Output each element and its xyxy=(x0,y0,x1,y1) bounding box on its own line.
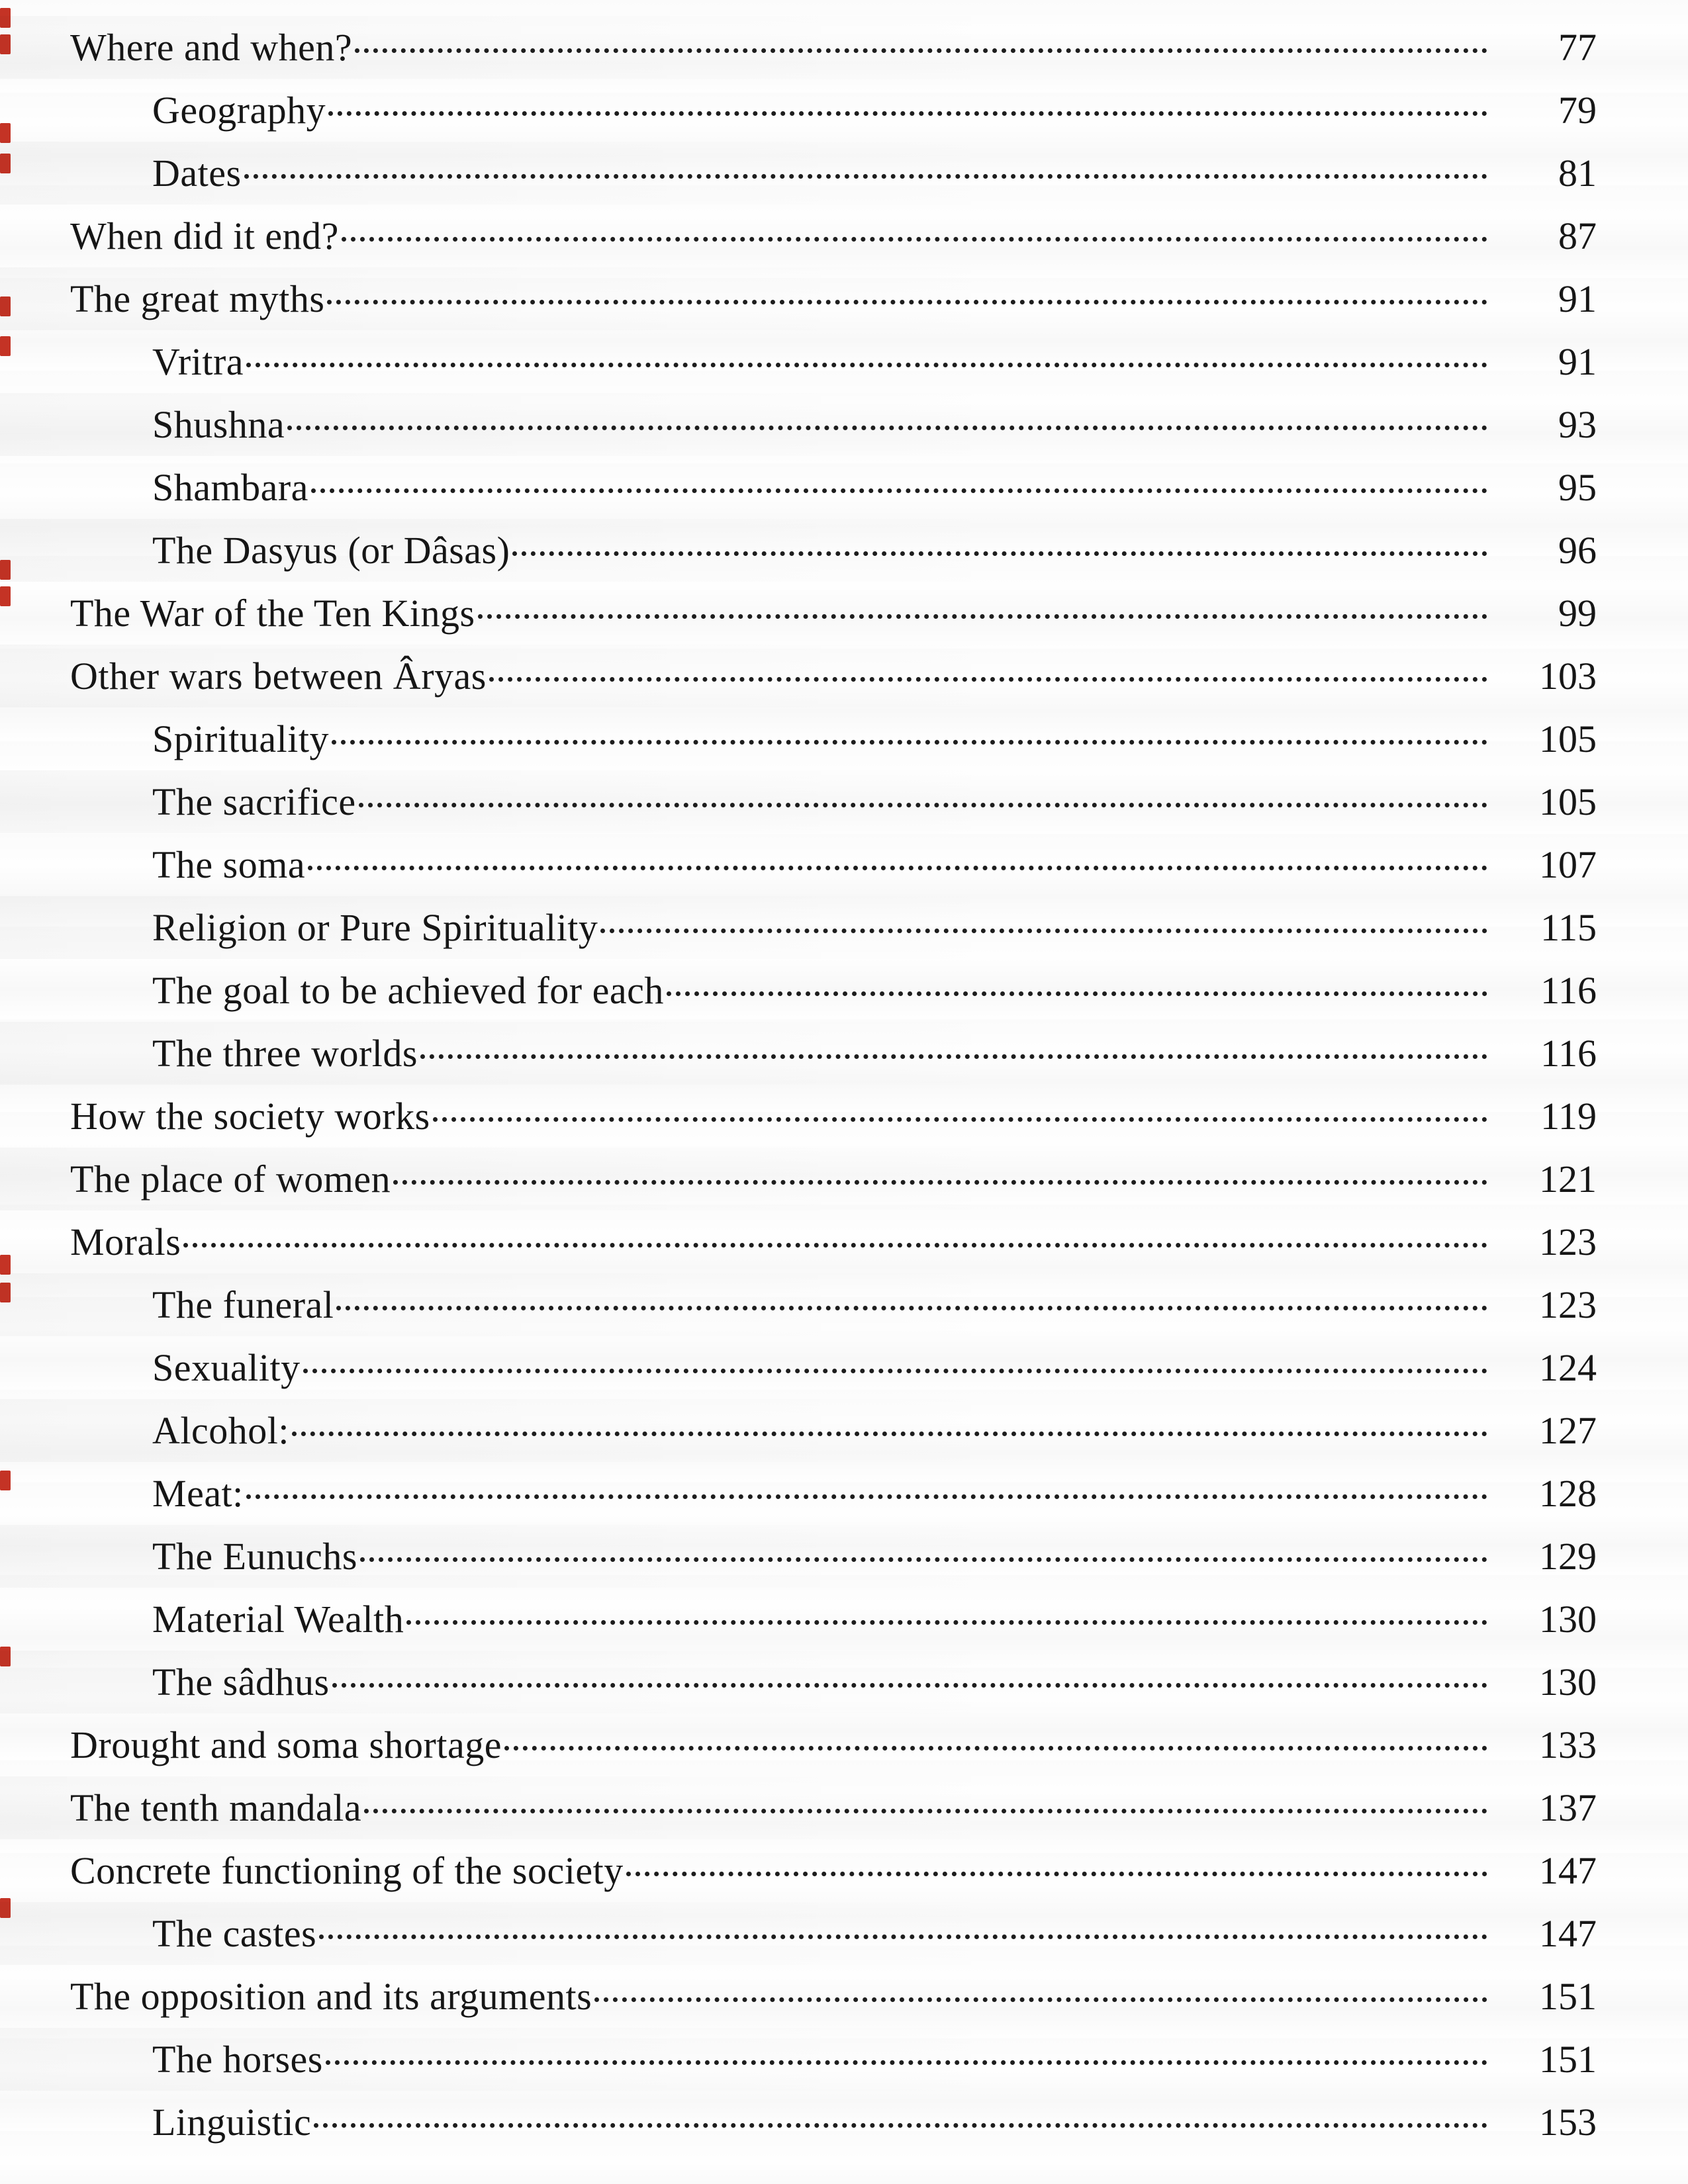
dot-leader xyxy=(311,488,1487,493)
dot-leader xyxy=(489,677,1487,682)
toc-entry-title: The great myths xyxy=(70,277,325,320)
toc-entry-title: Meat: xyxy=(152,1472,244,1515)
toc-entry-title: When did it end? xyxy=(70,214,339,257)
dot-leader xyxy=(600,929,1487,933)
toc-entry xyxy=(0,582,1688,645)
toc-entry-title: The opposition and its arguments xyxy=(70,1975,592,2018)
toc-entry xyxy=(0,1462,1688,1525)
toc-entry-title: The castes xyxy=(152,1912,317,1955)
toc-entry-page-number: 130 xyxy=(1539,1661,1597,1704)
toc-entry-title: Dates xyxy=(152,152,242,195)
toc-entry-title: The goal to be achieved for each xyxy=(152,969,664,1012)
toc-entry-page-number: 116 xyxy=(1540,969,1597,1012)
toc-entry-title: Alcohol: xyxy=(152,1409,289,1452)
toc-entry-title: The Eunuchs xyxy=(152,1535,357,1578)
toc-entry xyxy=(0,833,1688,896)
toc-entry-page-number: 93 xyxy=(1558,403,1597,446)
toc-entry-page-number: 95 xyxy=(1558,466,1597,509)
toc-entry xyxy=(0,1525,1688,1588)
dot-leader xyxy=(319,1934,1487,1939)
toc-entry xyxy=(0,16,1688,79)
dot-leader xyxy=(406,1620,1487,1625)
dot-leader xyxy=(332,1683,1487,1688)
toc-entry xyxy=(0,1839,1688,1902)
toc-entry xyxy=(0,79,1688,142)
dot-leader xyxy=(328,111,1487,116)
toc-entry xyxy=(0,1336,1688,1399)
toc-entry-title: Spirituality xyxy=(152,717,329,760)
toc-entry xyxy=(0,1965,1688,2028)
dot-leader xyxy=(287,426,1487,430)
toc-entry-title: Other wars between Âryas xyxy=(70,655,487,698)
toc-entry-title: Morals xyxy=(70,1220,181,1263)
toc-entry-page-number: 124 xyxy=(1539,1346,1597,1389)
toc-entry-page-number: 129 xyxy=(1539,1535,1597,1578)
dot-leader xyxy=(360,1557,1487,1562)
toc-entry-page-number: 115 xyxy=(1540,906,1597,949)
toc-entry-title: The Dasyus (or Dâsas) xyxy=(152,529,510,572)
toc-entry-title: Vritra xyxy=(152,340,244,383)
toc-entry xyxy=(0,1273,1688,1336)
toc-entry-page-number: 77 xyxy=(1558,26,1597,69)
toc-entry xyxy=(0,770,1688,833)
toc-entry-page-number: 91 xyxy=(1558,340,1597,383)
dot-leader xyxy=(292,1432,1487,1436)
dot-leader xyxy=(183,1243,1487,1248)
toc-entry xyxy=(0,267,1688,330)
toc-entry-title: Drought and soma shortage xyxy=(70,1723,502,1766)
toc-entry-title: Sexuality xyxy=(152,1346,301,1389)
dot-leader xyxy=(667,991,1487,996)
toc-entry-title: Material Wealth xyxy=(152,1598,404,1641)
dot-leader xyxy=(393,1180,1487,1185)
dot-leader xyxy=(246,1494,1487,1499)
dot-leader xyxy=(594,1997,1487,2002)
toc-entry xyxy=(0,1022,1688,1085)
toc-entry-title: How the society works xyxy=(70,1095,430,1138)
toc-entry-title: Shushna xyxy=(152,403,285,446)
dot-leader xyxy=(303,1369,1487,1373)
toc-entry-title: Where and when? xyxy=(70,26,353,69)
toc-entry xyxy=(0,330,1688,393)
dot-leader xyxy=(355,48,1487,53)
toc-entry xyxy=(0,645,1688,707)
toc-entry-page-number: 99 xyxy=(1558,592,1597,635)
dot-leader xyxy=(327,300,1487,304)
toc-entry-page-number: 127 xyxy=(1539,1409,1597,1452)
dot-leader xyxy=(308,866,1487,870)
dot-leader xyxy=(332,740,1487,745)
toc-entry xyxy=(0,707,1688,770)
toc-entry-title: Shambara xyxy=(152,466,308,509)
dot-leader xyxy=(478,614,1487,619)
toc-entry-title: The sâdhus xyxy=(152,1661,330,1704)
dot-leader xyxy=(342,237,1487,242)
toc-entry-page-number: 96 xyxy=(1558,529,1597,572)
toc-entry xyxy=(0,456,1688,519)
toc-entry xyxy=(0,1776,1688,1839)
toc-entry-title: The sacrifice xyxy=(152,780,356,823)
toc-entry xyxy=(0,205,1688,267)
dot-leader xyxy=(504,1746,1487,1751)
dot-leader xyxy=(244,174,1487,179)
toc-entry xyxy=(0,1148,1688,1210)
toc-entry-title: The three worlds xyxy=(152,1032,418,1075)
dot-leader xyxy=(433,1117,1487,1122)
toc-entry-page-number: 151 xyxy=(1539,2038,1597,2081)
dot-leader xyxy=(420,1054,1487,1059)
toc-entry-page-number: 87 xyxy=(1558,214,1597,257)
toc-entry xyxy=(0,142,1688,205)
toc-entry-page-number: 105 xyxy=(1539,717,1597,760)
toc-entry xyxy=(0,1713,1688,1776)
toc-entry-title: Linguistic xyxy=(152,2101,312,2144)
toc-entry xyxy=(0,519,1688,582)
toc-entry xyxy=(0,959,1688,1022)
toc-entry xyxy=(0,393,1688,456)
dot-leader xyxy=(246,363,1487,367)
toc-entry-title: The War of the Ten Kings xyxy=(70,592,475,635)
dot-leader xyxy=(326,2060,1487,2065)
toc-entry-title: Geography xyxy=(152,89,326,132)
toc-entry-title: The place of women xyxy=(70,1158,391,1201)
dot-leader xyxy=(336,1306,1487,1310)
dot-leader xyxy=(364,1809,1487,1813)
toc-entry-page-number: 147 xyxy=(1539,1912,1597,1955)
toc-entry-page-number: 121 xyxy=(1539,1158,1597,1201)
toc-entry xyxy=(0,896,1688,959)
toc-entry xyxy=(0,1588,1688,1651)
toc-entry-page-number: 116 xyxy=(1540,1032,1597,1075)
toc-entry xyxy=(0,1085,1688,1148)
toc-entry-page-number: 151 xyxy=(1539,1975,1597,2018)
toc-entry-page-number: 91 xyxy=(1558,277,1597,320)
dot-leader xyxy=(512,551,1487,556)
toc-entry xyxy=(0,1210,1688,1273)
toc-entry-title: The horses xyxy=(152,2038,323,2081)
dot-leader xyxy=(359,803,1487,807)
toc-entry-page-number: 119 xyxy=(1540,1095,1597,1138)
toc-entry-page-number: 137 xyxy=(1539,1786,1597,1829)
dot-leader xyxy=(314,2123,1487,2128)
toc-entry-title: The soma xyxy=(152,843,306,886)
table-of-contents xyxy=(0,16,1688,2154)
toc-entry xyxy=(0,1651,1688,1713)
toc-entry-page-number: 147 xyxy=(1539,1849,1597,1892)
toc-entry-page-number: 105 xyxy=(1539,780,1597,823)
toc-entry xyxy=(0,2028,1688,2091)
toc-entry xyxy=(0,1399,1688,1462)
toc-entry-page-number: 153 xyxy=(1539,2101,1597,2144)
toc-entry-page-number: 107 xyxy=(1539,843,1597,886)
toc-entry-page-number: 123 xyxy=(1539,1220,1597,1263)
toc-entry-title: Religion or Pure Spirituality xyxy=(152,906,598,949)
toc-entry-page-number: 103 xyxy=(1539,655,1597,698)
dot-leader xyxy=(626,1872,1487,1876)
toc-entry-title: Concrete functioning of the society xyxy=(70,1849,624,1892)
toc-entry-page-number: 81 xyxy=(1558,152,1597,195)
toc-entry-page-number: 133 xyxy=(1539,1723,1597,1766)
toc-entry-page-number: 130 xyxy=(1539,1598,1597,1641)
toc-entry-title: The funeral xyxy=(152,1283,334,1326)
toc-entry xyxy=(0,1902,1688,1965)
toc-entry-page-number: 128 xyxy=(1539,1472,1597,1515)
toc-entry xyxy=(0,2091,1688,2154)
toc-entry-title: The tenth mandala xyxy=(70,1786,362,1829)
toc-entry-page-number: 79 xyxy=(1558,89,1597,132)
toc-entry-page-number: 123 xyxy=(1539,1283,1597,1326)
